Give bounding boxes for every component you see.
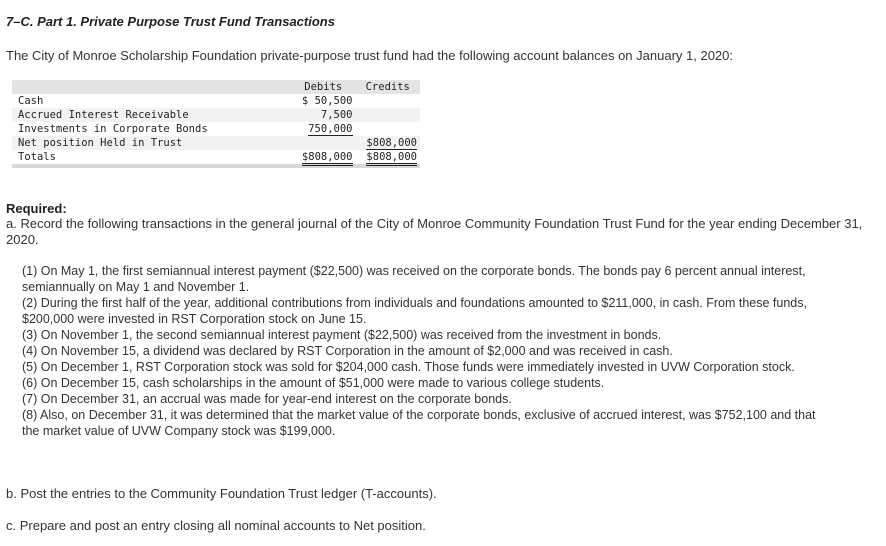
table-header-row	[12, 80, 420, 94]
account-column-header	[12, 80, 291, 94]
required-label: Required:	[6, 201, 67, 216]
table-row	[12, 136, 420, 150]
debit-value-underlined: 750,000	[308, 123, 353, 135]
account-name: Investments in Corporate Bonds	[12, 122, 291, 136]
account-balances-table	[12, 80, 420, 168]
balance-table-container	[12, 80, 420, 180]
credit-value	[356, 108, 421, 122]
credit-value-underlined: $808,000	[366, 137, 417, 149]
transaction-item: (5) On December 1, RST Corporation stock was sold for $204,000 cash. Those funds were immediately invested in UVW Corporation stock.	[22, 360, 795, 374]
totals-label: Totals	[12, 150, 291, 164]
transaction-item: (3) On November 1, the second semiannual interest payment ($22,500) was received from the investment in bonds.	[22, 328, 662, 342]
credit-value	[356, 94, 421, 108]
total-credit-value: $808,000	[366, 151, 417, 166]
debit-value	[291, 122, 356, 136]
transaction-item: (6) On December 15, cash scholarships in the amount of $51,000 were made to various college students.	[22, 376, 605, 390]
debits-column-header: Debits	[291, 80, 356, 94]
table-row	[12, 94, 420, 108]
debit-value: $ 50,500	[291, 94, 356, 108]
total-debit	[291, 150, 356, 164]
transaction-item: (4) On November 15, a dividend was declared by RST Corporation in the amount of $2,000 and was received in cash.	[22, 344, 673, 358]
credits-column-header: Credits	[356, 80, 421, 94]
intro-text: The City of Monroe Scholarship Foundation private-purpose trust fund had the following account balances on January 1, 2020:	[6, 48, 733, 63]
part-c-instructions: c. Prepare and post an entry closing all nominal accounts to Net position.	[6, 518, 426, 533]
table-row	[12, 122, 420, 136]
table-footer-bar	[12, 164, 420, 168]
transaction-item: (7) On December 31, an accrual was made for year-end interest on the corporate bonds.	[22, 392, 512, 406]
account-name: Accrued Interest Receivable	[12, 108, 291, 122]
debit-value: 7,500	[291, 108, 356, 122]
total-debit-value: $808,000	[302, 151, 353, 166]
part-b-instructions: b. Post the entries to the Community Foundation Trust ledger (T-accounts).	[6, 486, 437, 501]
part-a-instructions: a. Record the following transactions in the general journal of the City of Monroe Community Foundation Trust Fund for the year ending December 31, 2020.	[6, 216, 863, 247]
totals-row	[12, 150, 420, 164]
transaction-item: (2) During the first half of the year, additional contributions from individuals and foundations amounted to $211,000, in cash. From these funds, $200,000 were invested in RST Corporation stock on June 15.	[22, 296, 807, 326]
transactions-list	[22, 263, 822, 439]
transaction-item: (1) On May 1, the first semiannual interest payment ($22,500) was received on the corporate bonds. The bonds pay 6 percent annual interest, semiannually on May 1 and November 1.	[22, 264, 806, 294]
total-credit	[356, 150, 421, 164]
credit-value	[356, 136, 421, 150]
account-name: Cash	[12, 94, 291, 108]
table-row	[12, 108, 420, 122]
credit-value	[356, 122, 421, 136]
account-name: Net position Held in Trust	[12, 136, 291, 150]
transaction-item: (8) Also, on December 31, it was determined that the market value of the corporate bonds, exclusive of accrued interest, was $752,100 and that the market value of UVW Company stock was $199,000.	[22, 408, 816, 438]
debit-value	[291, 136, 356, 150]
problem-heading: 7–C. Part 1. Private Purpose Trust Fund Transactions	[6, 14, 335, 29]
